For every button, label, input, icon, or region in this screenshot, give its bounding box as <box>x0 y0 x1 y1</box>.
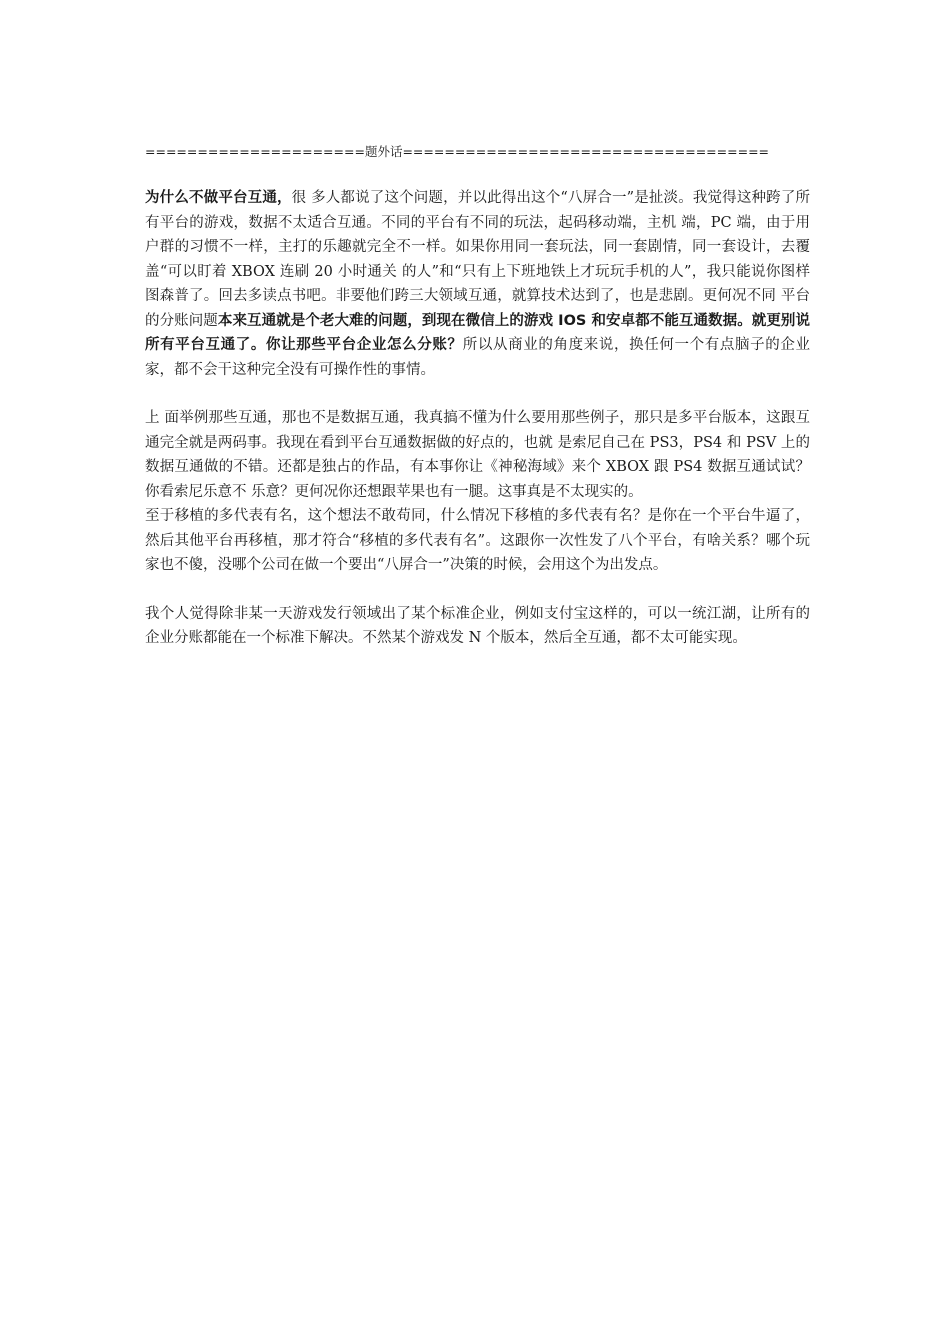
paragraph-text: 很 多人都说了这个问题，并以此得出这个“八屏合一”是扯淡。我觉得这种跨了所有平台的游戏，数据不太适合互通。不同的平台有不同的玩法，起码移动端，主机 端，PC 端，由于用户群的习惯不一样，主打的乐趣就完全不一样。如果你用同一套玩法，同一套剧情，同一套设计，去覆盖“可以盯着 XBOX 连刷 20 小时通关 的人”和“只有上下班地铁上才玩玩手机的人”，我只能说你图样图森普了。回去多读点书吧。非要他们跨三大领域互通，就算技术达到了，也是悲剧。更何况不同 平台的分账问题 <box>145 190 811 329</box>
paragraph-gap <box>145 578 810 602</box>
paragraph-examples: 上 面举例那些互通，那也不是数据互通，我真搞不懂为什么要用那些例子，那只是多平台版本，这跟互通完全就是两码事。我现在看到平台互通数据做的好点的，也就 是索尼自己在 PS3，PS4 和 PSV 上的数据互通做的不错。还都是独占的作品，有本事你让《神秘海域》来个 XBOX 跟 PS4 数据互通试试？你看索尼乐意不 乐意？更何况你还想跟苹果也有一腿。这事真是不太现实的。 <box>145 410 810 500</box>
bold-heading-question: 为什么不做平台互通， <box>145 190 292 206</box>
paragraph-gap <box>145 382 810 406</box>
paragraph-porting: 至于移植的多代表有名，这个想法不敢苟同，什么情况下移植的多代表有名？是你在一个平台牛逼了，然后其他平台再移植，那才符合“移植的多代表有名”。这跟你一次性发了八个平台，有啥关系？哪个玩家也不傻，没哪个公司在做一个要出“八屏合一”决策的时候，会用这个为出发点。 <box>145 508 810 573</box>
document-page <box>145 140 810 651</box>
section-divider: =====================题外话=================================== <box>145 144 770 159</box>
paragraph-text: 所以从商业的角度来说，换任何一个有点脑子的企业家，都不会干这种完全没有可操作性的事情。 <box>145 337 810 378</box>
paragraph-conclusion: 我个人觉得除非某一天游戏发行领域出了某个标准企业，例如支付宝这样的，可以一统江湖，让所有的企业分账都能在一个标准下解决。不然某个游戏发 N 个版本，然后全互通，都不太可能实现。 <box>145 605 810 646</box>
bold-emphasis: 本来互通就是个老大难的问题，到现在微信上的游戏 IOS 和安卓都不能互通数据。就更别说所有平台互通了。你让那些平台企业怎么分账？ <box>145 312 810 353</box>
paragraph-platform-interop <box>145 186 810 382</box>
